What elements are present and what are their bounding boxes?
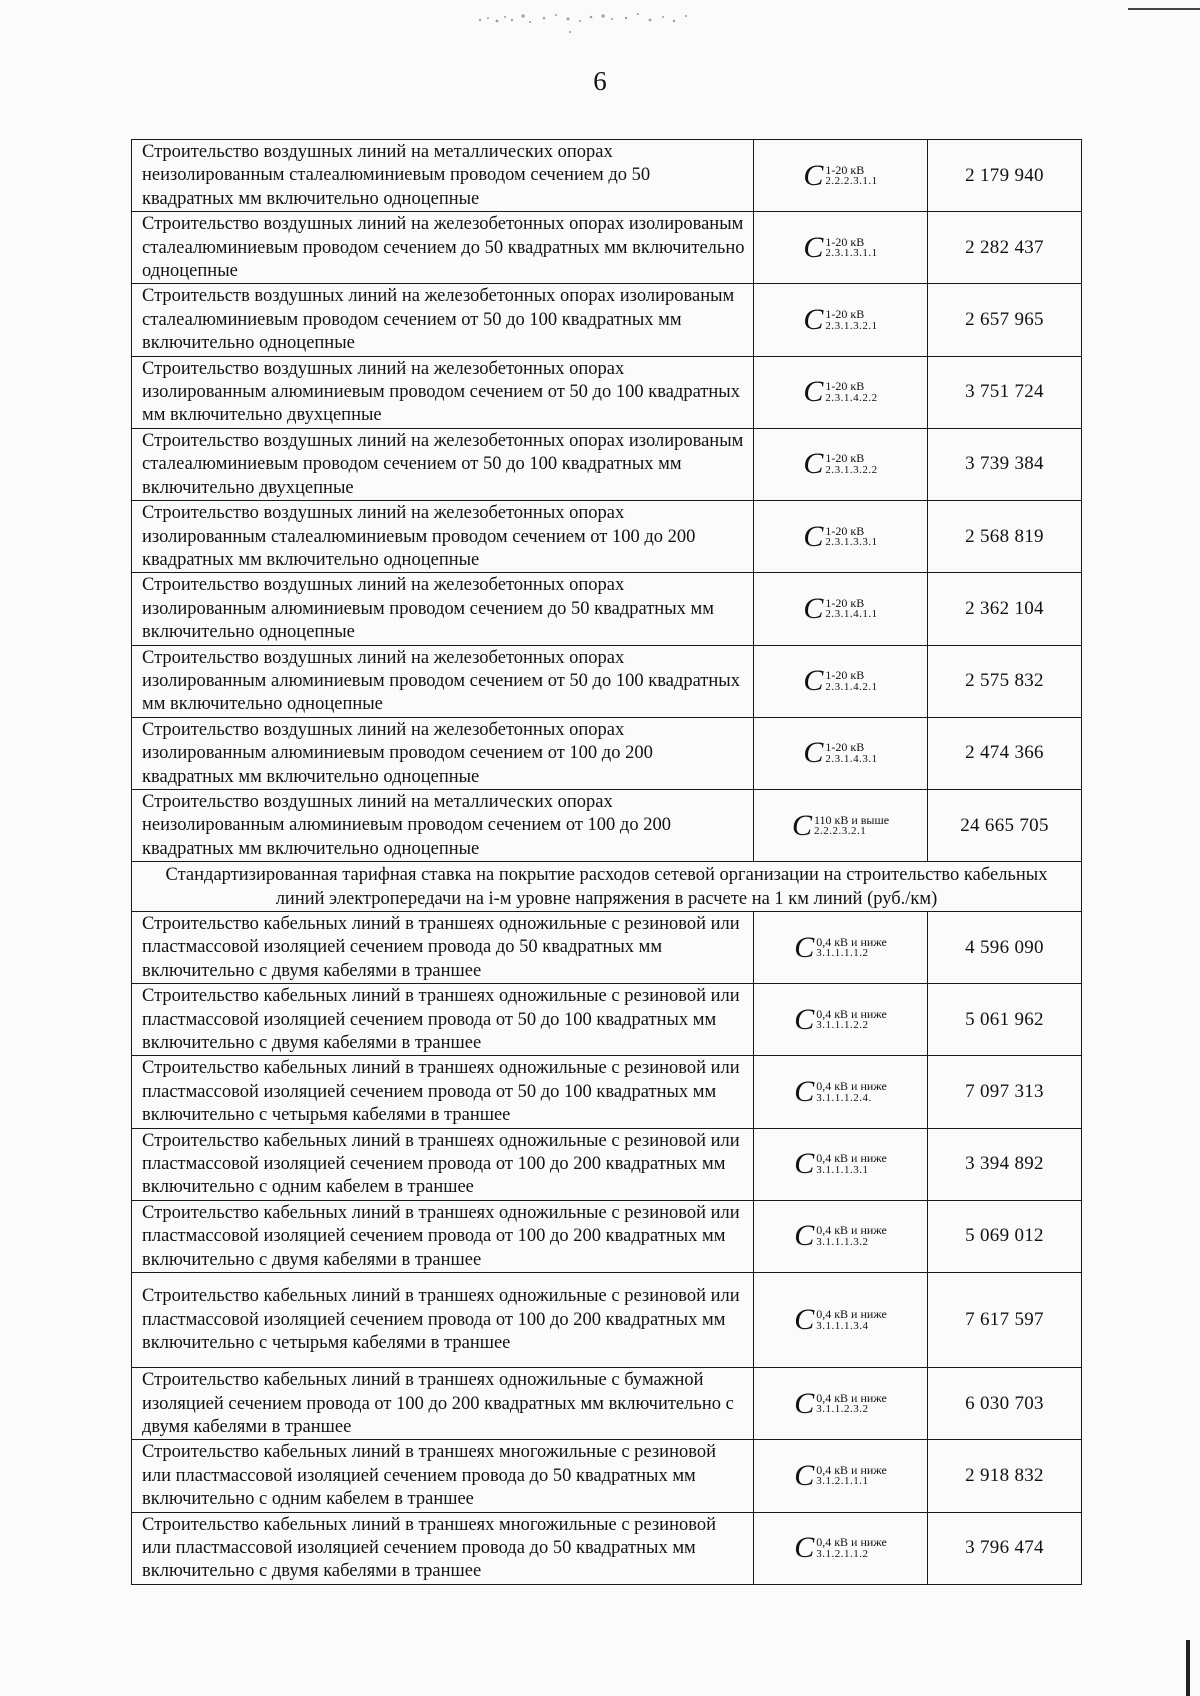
rate-code-stack [816,1008,887,1032]
table-row [132,717,1082,789]
tariff-value: 6 030 703 [928,1368,1082,1440]
voltage-level: 1-20 кВ [825,595,865,610]
voltage-level: 1-20 кВ [825,234,865,249]
voltage-level: 110 кВ и выше [813,812,890,827]
rate-code-cell [754,1056,928,1128]
rate-index: 3.1.2.1.1.1 [816,1475,869,1488]
rate-code-stack [825,236,877,260]
table-row [132,645,1082,717]
line-description: Строительство воздушных линий на железобетонных опорах изолированным сталеалюминиевым проводом сечением от 100 до 200 квадратных мм включительно одноцепные [132,501,754,573]
rate-letter: С [791,808,812,842]
rate-index: 3.1.1.1.2.4. [816,1091,872,1104]
rate-code [803,666,877,696]
rate-code [803,230,878,264]
table-row [132,1273,1082,1368]
rate-code-cell [754,1273,928,1368]
rate-letter: С [794,1147,815,1181]
line-description: Строительство кабельных линий в траншеях одножильные с резиновой или пластмассовой изоляцией сечением провода от 100 до 200 квадратных мм включительно с одним кабелем в траншее [132,1128,754,1200]
rate-index: 2.3.1.3.2.2 [825,464,878,476]
line-description: Строительство кабельных линий в траншеях одножильные с резиновой или пластмассовой изоляцией сечением провода от 100 до 200 квадратных мм включительно с четырьмя кабелями в траншее [132,1273,754,1368]
rate-letter: С [803,519,824,553]
rate-code [803,449,877,479]
table-row [132,1128,1082,1200]
rate-code [794,1533,887,1563]
voltage-level: 1-20 кВ [825,523,865,538]
section-header-row [132,862,1082,912]
rate-code [794,1221,887,1251]
rate-letter: С [803,375,824,409]
rate-code [794,1458,887,1492]
rate-index: 2.3.1.3.3.1 [825,536,878,549]
rate-code-stack [825,597,877,621]
rate-letter: С [803,736,824,770]
cable-section-group [132,862,1082,912]
rate-code-cell [754,212,928,284]
rate-code-cell [754,717,928,789]
rate-letter: С [794,1531,815,1565]
rate-code-stack [825,164,877,188]
rate-code-cell [754,428,928,500]
table-row [132,1512,1082,1584]
rate-code-stack [816,1536,887,1560]
line-description: Строительство кабельных линий в траншеях одножильные с резиновой или пластмассовой изоляцией сечением провода от 100 до 200 квадратных мм включительно с двумя кабелями в траншее [132,1200,754,1272]
rate-code [794,930,887,964]
tariff-value: 2 474 366 [928,717,1082,789]
rate-index: 2.2.2.3.2.1 [813,825,867,838]
tariff-value: 2 179 940 [928,140,1082,212]
line-description: Строительство воздушных линий на железобетонных опорах изолированым сталеалюминиевым проводом сечением до 50 квадратных мм включительно одноцепные [132,212,754,284]
voltage-level: 0,4 кВ и ниже [816,1223,887,1238]
tariff-value: 2 918 832 [928,1440,1082,1512]
cable-lines-group [132,912,1082,1585]
rate-letter: С [803,664,824,698]
voltage-level: 1-20 кВ [825,451,865,466]
rate-code-stack [825,452,877,476]
rate-code [794,1386,887,1420]
tariff-value: 7 097 313 [928,1056,1082,1128]
rate-code-cell [754,1440,928,1512]
tariff-rates-table [131,139,1082,1585]
tariff-value: 4 596 090 [928,912,1082,984]
rate-code-cell [754,501,928,573]
voltage-level: 1-20 кВ [825,668,865,683]
voltage-level: 1-20 кВ [825,162,865,177]
tariff-value: 2 362 104 [928,573,1082,645]
rate-code-cell [754,1200,928,1272]
rate-code-stack [816,1392,887,1416]
voltage-level: 0,4 кВ и ниже [816,934,887,949]
rate-code-cell [754,356,928,428]
rate-index: 3.1.1.1.3.1 [816,1163,869,1176]
rate-letter: С [794,1075,815,1109]
rate-code-cell [754,1128,928,1200]
voltage-level: 1-20 кВ [825,379,865,394]
table-row [132,573,1082,645]
table-row [132,284,1082,356]
line-description: Строительство воздушных линий на металлических опорах неизолированным сталеалюминиевым проводом сечением до 50 квадратных мм включительно одноцепные [132,140,754,212]
rate-code-cell [754,912,928,984]
line-description: Строительство кабельных линий в траншеях многожильные с резиновой или пластмассовой изоляцией сечением провода до 50 квадратных мм включительно с двумя кабелями в траншее [132,1512,754,1584]
table-row [132,912,1082,984]
line-description: Строительство кабельных линий в траншеях многожильные с резиновой или пластмассовой изоляцией сечением провода до 50 квадратных мм включительно с одним кабелем в траншее [132,1440,754,1512]
rate-code-stack [825,380,877,404]
rate-letter: С [794,1002,815,1036]
line-description: Строительство воздушных линий на железобетонных опорах изолированым сталеалюминиевым проводом сечением от 50 до 100 квадратных мм включительно двухцепные [132,428,754,500]
line-description: Строительство воздушных линий на металлических опорах неизолированным алюминиевым проводом сечением от 100 до 200 квадратных мм включительно одноцепные [132,789,754,861]
rate-letter: С [803,230,824,264]
rate-letter: С [794,930,815,964]
cable-section-header: Стандартизированная тарифная ставка на покрытие расходов сетевой организации на строительство кабельных линий электропередачи на i-м уровне напряжения в расчете на 1 км линий (руб./км) [132,862,1082,912]
rate-index: 3.1.1.1.3.4 [816,1319,869,1332]
rate-code [794,1305,887,1335]
tariff-value: 3 739 384 [928,428,1082,500]
table-row [132,212,1082,284]
rate-index: 3.1.2.1.1.2 [816,1547,869,1560]
voltage-level: 0,4 кВ и ниже [816,1390,887,1405]
line-description: Строительство кабельных линий в траншеях одножильные с резиновой или пластмассовой изоляцией сечением провода от 50 до 100 квадратных мм включительно с четырьмя кабелями в траншее [132,1056,754,1128]
rate-code-cell [754,984,928,1056]
line-description: Строительство кабельных линий в траншеях одножильные с резиновой или пластмассовой изоляцией сечением провода до 50 квадратных мм включительно с двумя кабелями в траншее [132,912,754,984]
voltage-level: 0,4 кВ и ниже [816,1307,887,1322]
tariff-value: 3 394 892 [928,1128,1082,1200]
rate-code [794,1077,887,1107]
voltage-level: 1-20 кВ [825,306,865,321]
rate-letter: С [794,1458,815,1492]
table-row [132,1056,1082,1128]
rate-code [803,305,877,335]
table-row [132,1200,1082,1272]
rate-index: 2.3.1.4.2.2 [825,391,878,404]
line-description: Строительство кабельных линий в траншеях одножильные с резиновой или пластмассовой изоляцией сечением провода от 50 до 100 квадратных мм включительно с двумя кабелями в траншее [132,984,754,1056]
tariff-value: 5 069 012 [928,1200,1082,1272]
rate-index: 3.1.1.1.2.2 [816,1019,869,1032]
table-row [132,140,1082,212]
rate-code-cell [754,1368,928,1440]
tariff-value: 24 665 705 [928,789,1082,861]
rate-code-stack [816,1464,887,1488]
rate-code-stack [816,936,887,960]
page-number: 6 [593,66,607,96]
voltage-level: 0,4 кВ и ниже [816,1078,887,1093]
table-row [132,356,1082,428]
rate-letter: С [794,1219,815,1253]
rate-code [794,1149,887,1179]
rate-code-cell [754,573,928,645]
scan-noise-marks [460,4,740,38]
rate-index: 2.3.1.4.2.1 [825,680,878,693]
line-description: Строительств воздушных линий на железобетонных опорах изолированым сталеалюминиевым проводом сечением от 50 до 100 квадратных мм включительно одноцепные [132,284,754,356]
rate-code-stack [816,1224,887,1248]
tariff-value: 2 575 832 [928,645,1082,717]
rate-letter: С [794,1386,815,1420]
table-row [132,428,1082,500]
line-description: Строительство кабельных линий в траншеях одножильные с бумажной изоляцией сечением провода от 100 до 200 квадратных мм включительно с двумя кабелями в траншее [132,1368,754,1440]
table-row [132,789,1082,861]
rate-code-cell [754,140,928,212]
rate-code-stack [816,1080,887,1104]
scan-edge-mark [1186,1640,1190,1696]
voltage-level: 0,4 кВ и ниже [816,1151,887,1166]
tariff-value: 3 796 474 [928,1512,1082,1584]
rate-index: 2.2.2.3.1.1 [825,175,878,188]
rate-code-stack [814,814,889,838]
rate-letter: С [794,1303,815,1337]
voltage-level: 0,4 кВ и ниже [816,1462,887,1477]
rate-index: 2.3.1.4.3.1 [825,752,878,765]
line-description: Строительство воздушных линий на железобетонных опорах изолированным алюминиевым проводом сечением от 50 до 100 квадратных мм включительно одноцепные [132,645,754,717]
rate-code [803,377,877,407]
tariff-value: 5 061 962 [928,984,1082,1056]
rate-code-stack [816,1308,887,1332]
rate-code-cell [754,645,928,717]
tariff-value: 7 617 597 [928,1273,1082,1368]
rate-letter: С [803,303,824,337]
rate-letter: С [803,447,824,481]
rate-code-stack [816,1152,887,1176]
rate-letter: С [803,158,824,192]
line-description: Строительство воздушных линий на железобетонных опорах изолированным алюминиевым проводом сечением от 50 до 100 квадратных мм включительно двухцепные [132,356,754,428]
tariff-value: 3 751 724 [928,356,1082,428]
scan-edge-line [1128,8,1200,10]
overhead-lines-group [132,140,1082,862]
rate-letter: С [803,591,824,625]
rate-code-cell [754,284,928,356]
rate-code [794,1002,887,1036]
line-description: Строительство воздушных линий на железобетонных опорах изолированным алюминиевым проводом сечением до 50 квадратных мм включительно одноцепные [132,573,754,645]
rate-index: 3.1.1.2.3.2 [816,1403,869,1416]
rate-code [803,591,878,625]
table-row [132,1440,1082,1512]
rate-code-cell [754,789,928,861]
rate-index: 2.3.1.3.1.1 [825,247,878,260]
table-row [132,1368,1082,1440]
rate-index: 3.1.1.1.3.2 [816,1236,869,1248]
rate-code-stack [825,308,877,332]
rate-code [803,519,878,553]
rate-code [803,738,877,768]
rate-code-cell [754,1512,928,1584]
rate-index: 3.1.1.1.1.2 [816,947,869,960]
rate-code-stack [825,741,877,765]
voltage-level: 0,4 кВ и ниже [816,1006,887,1021]
tariff-value: 2 657 965 [928,284,1082,356]
rate-code [791,808,890,842]
voltage-level: 0,4 кВ и ниже [816,1535,887,1550]
rate-code [803,158,878,192]
rate-index: 2.3.1.3.2.1 [825,319,878,332]
rate-code-stack [825,669,877,693]
tariff-value: 2 568 819 [928,501,1082,573]
table-row [132,501,1082,573]
voltage-level: 1-20 кВ [825,740,865,755]
line-description: Строительство воздушных линий на железобетонных опорах изолированным алюминиевым проводом сечением от 100 до 200 квадратных мм включительно одноцепные [132,717,754,789]
rate-code-stack [825,525,877,549]
tariff-value: 2 282 437 [928,212,1082,284]
table-row [132,984,1082,1056]
rate-index: 2.3.1.4.1.1 [825,608,878,621]
